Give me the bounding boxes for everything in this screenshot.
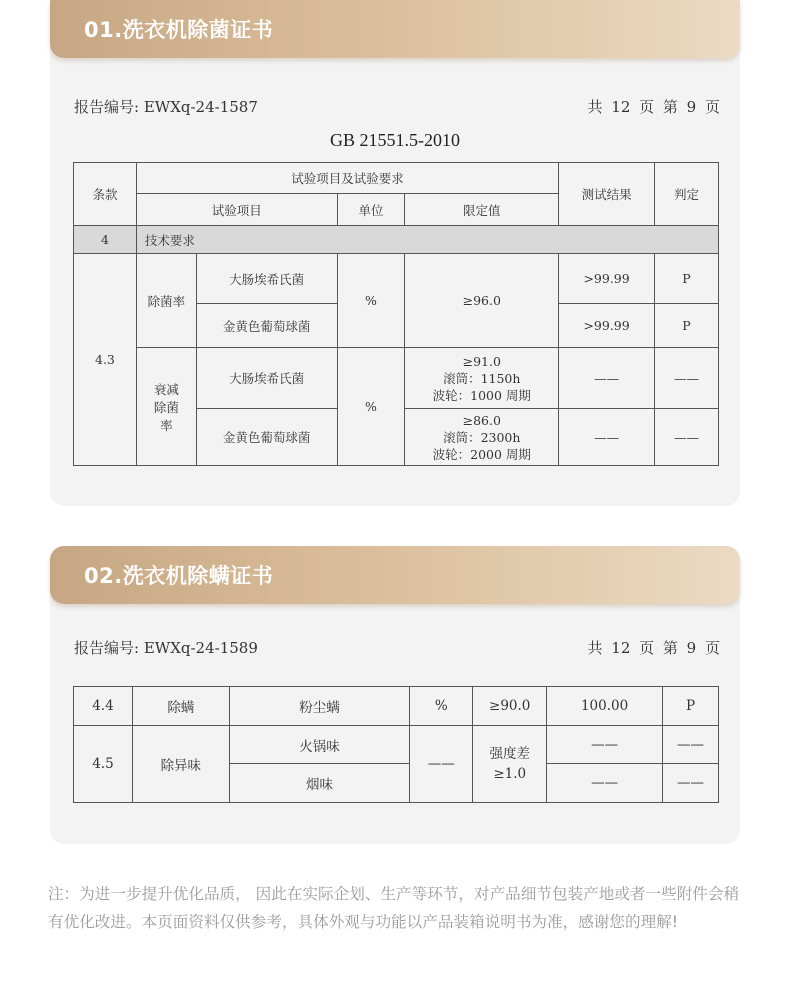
row45-category: 除异味 bbox=[132, 726, 229, 803]
row44-category: 除螨 bbox=[132, 687, 229, 726]
group-b-verdict-1: —— bbox=[655, 348, 719, 409]
disclaimer-note: 注：为进一步提升优化品质， 因此在实际企划、生产等环节，对产品细节包装产地或者一些附件会稍有优化改进。本页面资料仅供参考，具体外观与功能以产品装箱说明书为准，感谢您的理解! bbox=[48, 885, 740, 931]
clause-4-3: 4.3 bbox=[74, 254, 137, 466]
section-2-banner bbox=[50, 546, 740, 604]
group-a-result-1: >99.99 bbox=[559, 254, 655, 304]
standard-code: GB 21551.5-2010 bbox=[330, 130, 460, 150]
row45-limit: 强度差 ≥1.0 bbox=[473, 726, 547, 803]
anti-mite-test-table bbox=[73, 686, 719, 803]
row44-verdict: P bbox=[663, 687, 719, 726]
header-group: 试验项目及试验要求 bbox=[136, 163, 558, 194]
group-b-unit: % bbox=[337, 348, 405, 466]
group-a-unit: % bbox=[337, 254, 405, 348]
row44-clause: 4.4 bbox=[74, 687, 133, 726]
row44-unit: % bbox=[410, 687, 473, 726]
header-limit: 限定值 bbox=[405, 194, 559, 226]
page-number-2: 共 12 页 第 9 页 bbox=[587, 639, 720, 657]
group-a-limit: ≥96.0 bbox=[405, 254, 559, 348]
group-a-result-2: >99.99 bbox=[559, 304, 655, 348]
group-a-verdict-2: P bbox=[655, 304, 719, 348]
group-b-result-1: —— bbox=[559, 348, 655, 409]
section-1-banner bbox=[50, 0, 740, 58]
group-a-item-2: 金黄色葡萄球菌 bbox=[196, 304, 337, 348]
header-item: 试验项目 bbox=[136, 194, 337, 226]
header-result: 测试结果 bbox=[559, 163, 655, 226]
group-a-item-1: 大肠埃希氏菌 bbox=[196, 254, 337, 304]
group-a-label: 除菌率 bbox=[136, 254, 196, 348]
group-b-limit-2: ≥86.0 滚筒：2300h 波轮：2000 周期 bbox=[405, 409, 559, 466]
row45-clause: 4.5 bbox=[74, 726, 133, 803]
group-b-limit-1: ≥91.0 滚筒：1150h 波轮：1000 周期 bbox=[405, 348, 559, 409]
row45-verdict-1: —— bbox=[663, 726, 719, 764]
row45-unit: —— bbox=[410, 726, 473, 803]
row44-limit: ≥90.0 bbox=[473, 687, 547, 726]
group-b-result-2: —— bbox=[559, 409, 655, 466]
antibacterial-test-table bbox=[73, 162, 719, 466]
row45-verdict-2: —— bbox=[663, 764, 719, 803]
group-b-item-1: 大肠埃希氏菌 bbox=[196, 348, 337, 409]
group-b-verdict-2: —— bbox=[655, 409, 719, 466]
group-b-item-2: 金黄色葡萄球菌 bbox=[196, 409, 337, 466]
report-number-2: 报告编号: EWXq-24-1589 bbox=[74, 639, 258, 657]
section-2-title: 02.洗衣机除螨证书 bbox=[84, 564, 274, 588]
section-1-title: 01.洗衣机除菌证书 bbox=[84, 18, 274, 42]
row44-item: 粉尘螨 bbox=[229, 687, 410, 726]
group-b-label: 衰减除菌率 bbox=[136, 348, 196, 466]
header-unit: 单位 bbox=[337, 194, 405, 226]
report-number-1: 报告编号: EWXq-24-1587 bbox=[74, 98, 258, 116]
tech-label: 技术要求 bbox=[136, 226, 718, 254]
tech-clause: 4 bbox=[74, 226, 137, 254]
group-a-verdict-1: P bbox=[655, 254, 719, 304]
row44-result: 100.00 bbox=[547, 687, 663, 726]
row45-item-2: 烟味 bbox=[229, 764, 410, 803]
header-clause: 条款 bbox=[74, 163, 137, 226]
row45-item-1: 火锅味 bbox=[229, 726, 410, 764]
row45-result-1: —— bbox=[547, 726, 663, 764]
page-number-1: 共 12 页 第 9 页 bbox=[587, 98, 720, 116]
row45-result-2: —— bbox=[547, 764, 663, 803]
header-verdict: 判定 bbox=[655, 163, 719, 226]
